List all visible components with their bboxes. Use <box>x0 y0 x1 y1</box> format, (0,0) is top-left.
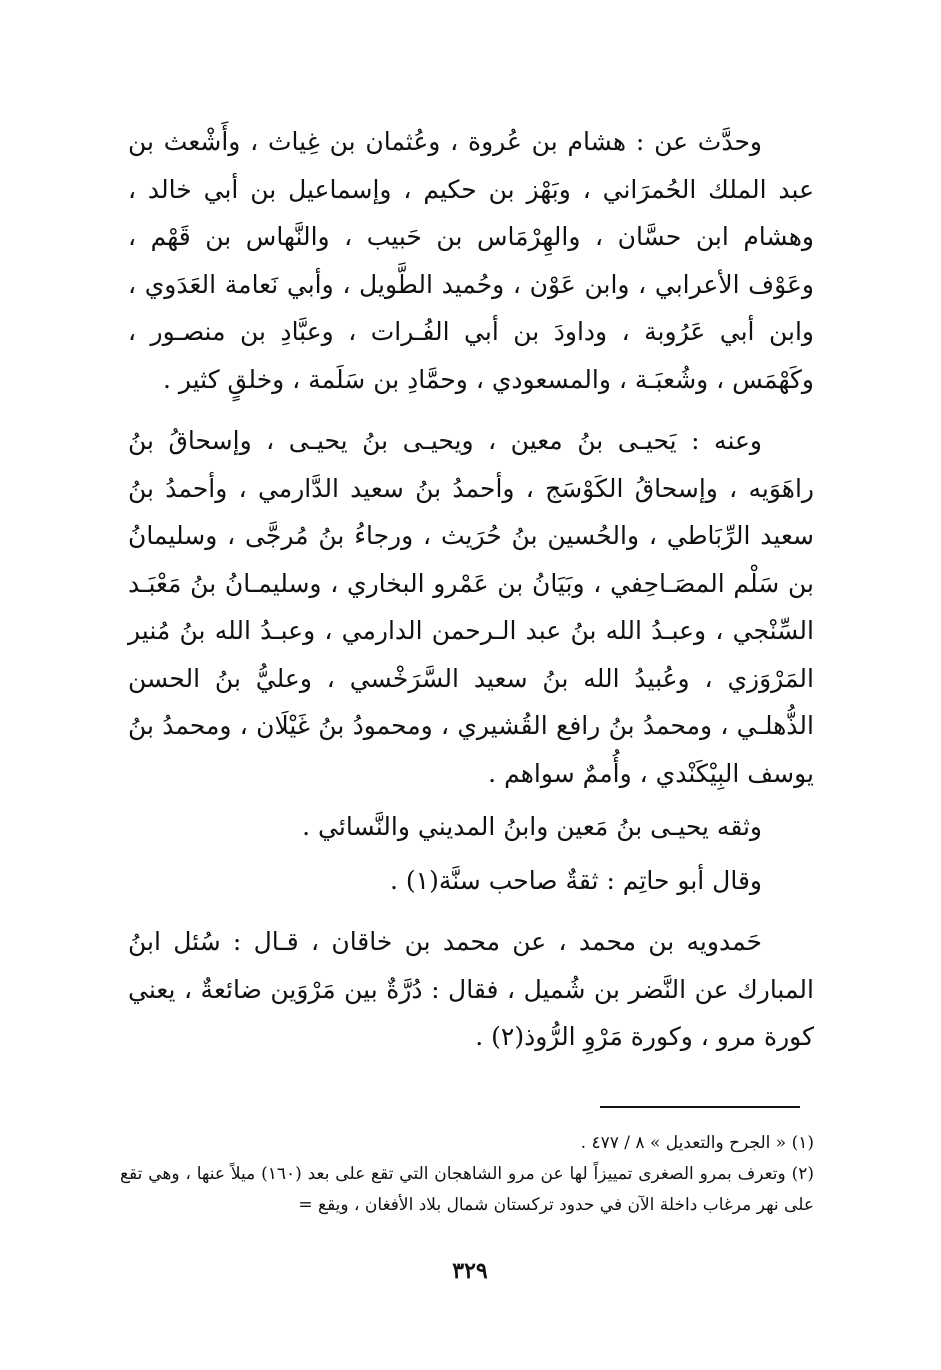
paragraph-teachers: وحدَّث عن : هشام بن عُروة ، وعُثمان بن غِياث ، وأَشْعث بن عبد الملك الحُمرَاني ، وبَهْز بن حكيم ، وإسماعيل بن أبي خالد ، وهشام ابن حسَّان ، والهِرْمَاس بن حَبيب ، والنَّهاس بن قَهْم ، وعَوْف الأعرابي ، وابن عَوْن ، وحُميد الطَّويل ، وأبي نَعامة العَدَوي ، وابن أبي عَرُوبة ، وداودَ بن أبي الفُـرات ، وعبَّادِ بن منصـور ، وكَهْمَس ، وشُعبَـة ، والمسعودي ، وحمَّادِ بن سَلَمة ، وخلقٍ كثير . <box>128 127 814 394</box>
page-number: ٣٢٩ <box>452 1258 488 1284</box>
paragraph-abu-hatim: وقال أبو حاتِم : ثقةٌ صاحب سنَّة(١) . <box>390 865 762 895</box>
paragraph-students: وعنه : يَحيـى بنُ معين ، ويحيـى بنُ يحيـى ، وإسحاقُ بنُ راهَوَيه ، وإسحاقُ الكَوْسَج ، وأحمدُ بنُ سعيد الدَّارمي ، وأحمدُ بنُ سعيد الرِّبَاطي ، والحُسين بنُ حُرَيث ، ورجاءُ بنُ مُرجَّى ، وسليمانُ بن سَلْم المصَـاحِفي ، وبَيَانُ بن عَمْرو البخاري ، وسليمـانُ بنُ مَعْبَـد السِّنْجي ، وعبـدُ الله بنُ عبد الـرحمن الدارمي ، وعبـدُ الله بنُ مُنير المَرْوَزي ، وعُبيدُ الله بنُ سعيد السَّرَخْسي ، وعليُّ بنُ الحسن الذُّهلـي ، ومحمدُ بنُ رافع القُشيري ، ومحمودُ بنُ غَيْلَان ، ومحمدُ بنُ يوسف البِيْكَنْدي ، وأُممٌ سواهم . <box>128 426 814 788</box>
main-text <box>128 118 814 1061</box>
footnote-separator <box>600 1106 800 1108</box>
paragraph-tawthiq: وثقه يحيـى بنُ مَعين وابنُ المديني والنَّسائي . <box>302 812 762 841</box>
paragraph-ibn-al-mubarak: حَمدويه بن محمد ، عن محمد بن خاقان ، قـال : سُئل ابنُ المبارك عن النَّضر بن شُميل ، فقال : دُرَّةٌ بين مَرْوَين ضائعةٌ ، يعني كورة مرو ، وكورة مَرْوِ الرُّوذ(٢) . <box>128 927 814 1051</box>
footnotes <box>120 1128 814 1221</box>
footnote-1: (١) « الجرح والتعديل » ٨ / ٤٧٧ . <box>580 1133 814 1153</box>
footnote-2: (٢) وتعرف بمرو الصغرى تمييزاً لها عن مرو الشاهجان التي تقع على بعد (١٦٠) ميلاً عنها ، وهي تقع على نهر مرغاب داخلة الآن في حدود تركستان شمال بلاد الأفغان ، ويقع = <box>120 1164 814 1215</box>
